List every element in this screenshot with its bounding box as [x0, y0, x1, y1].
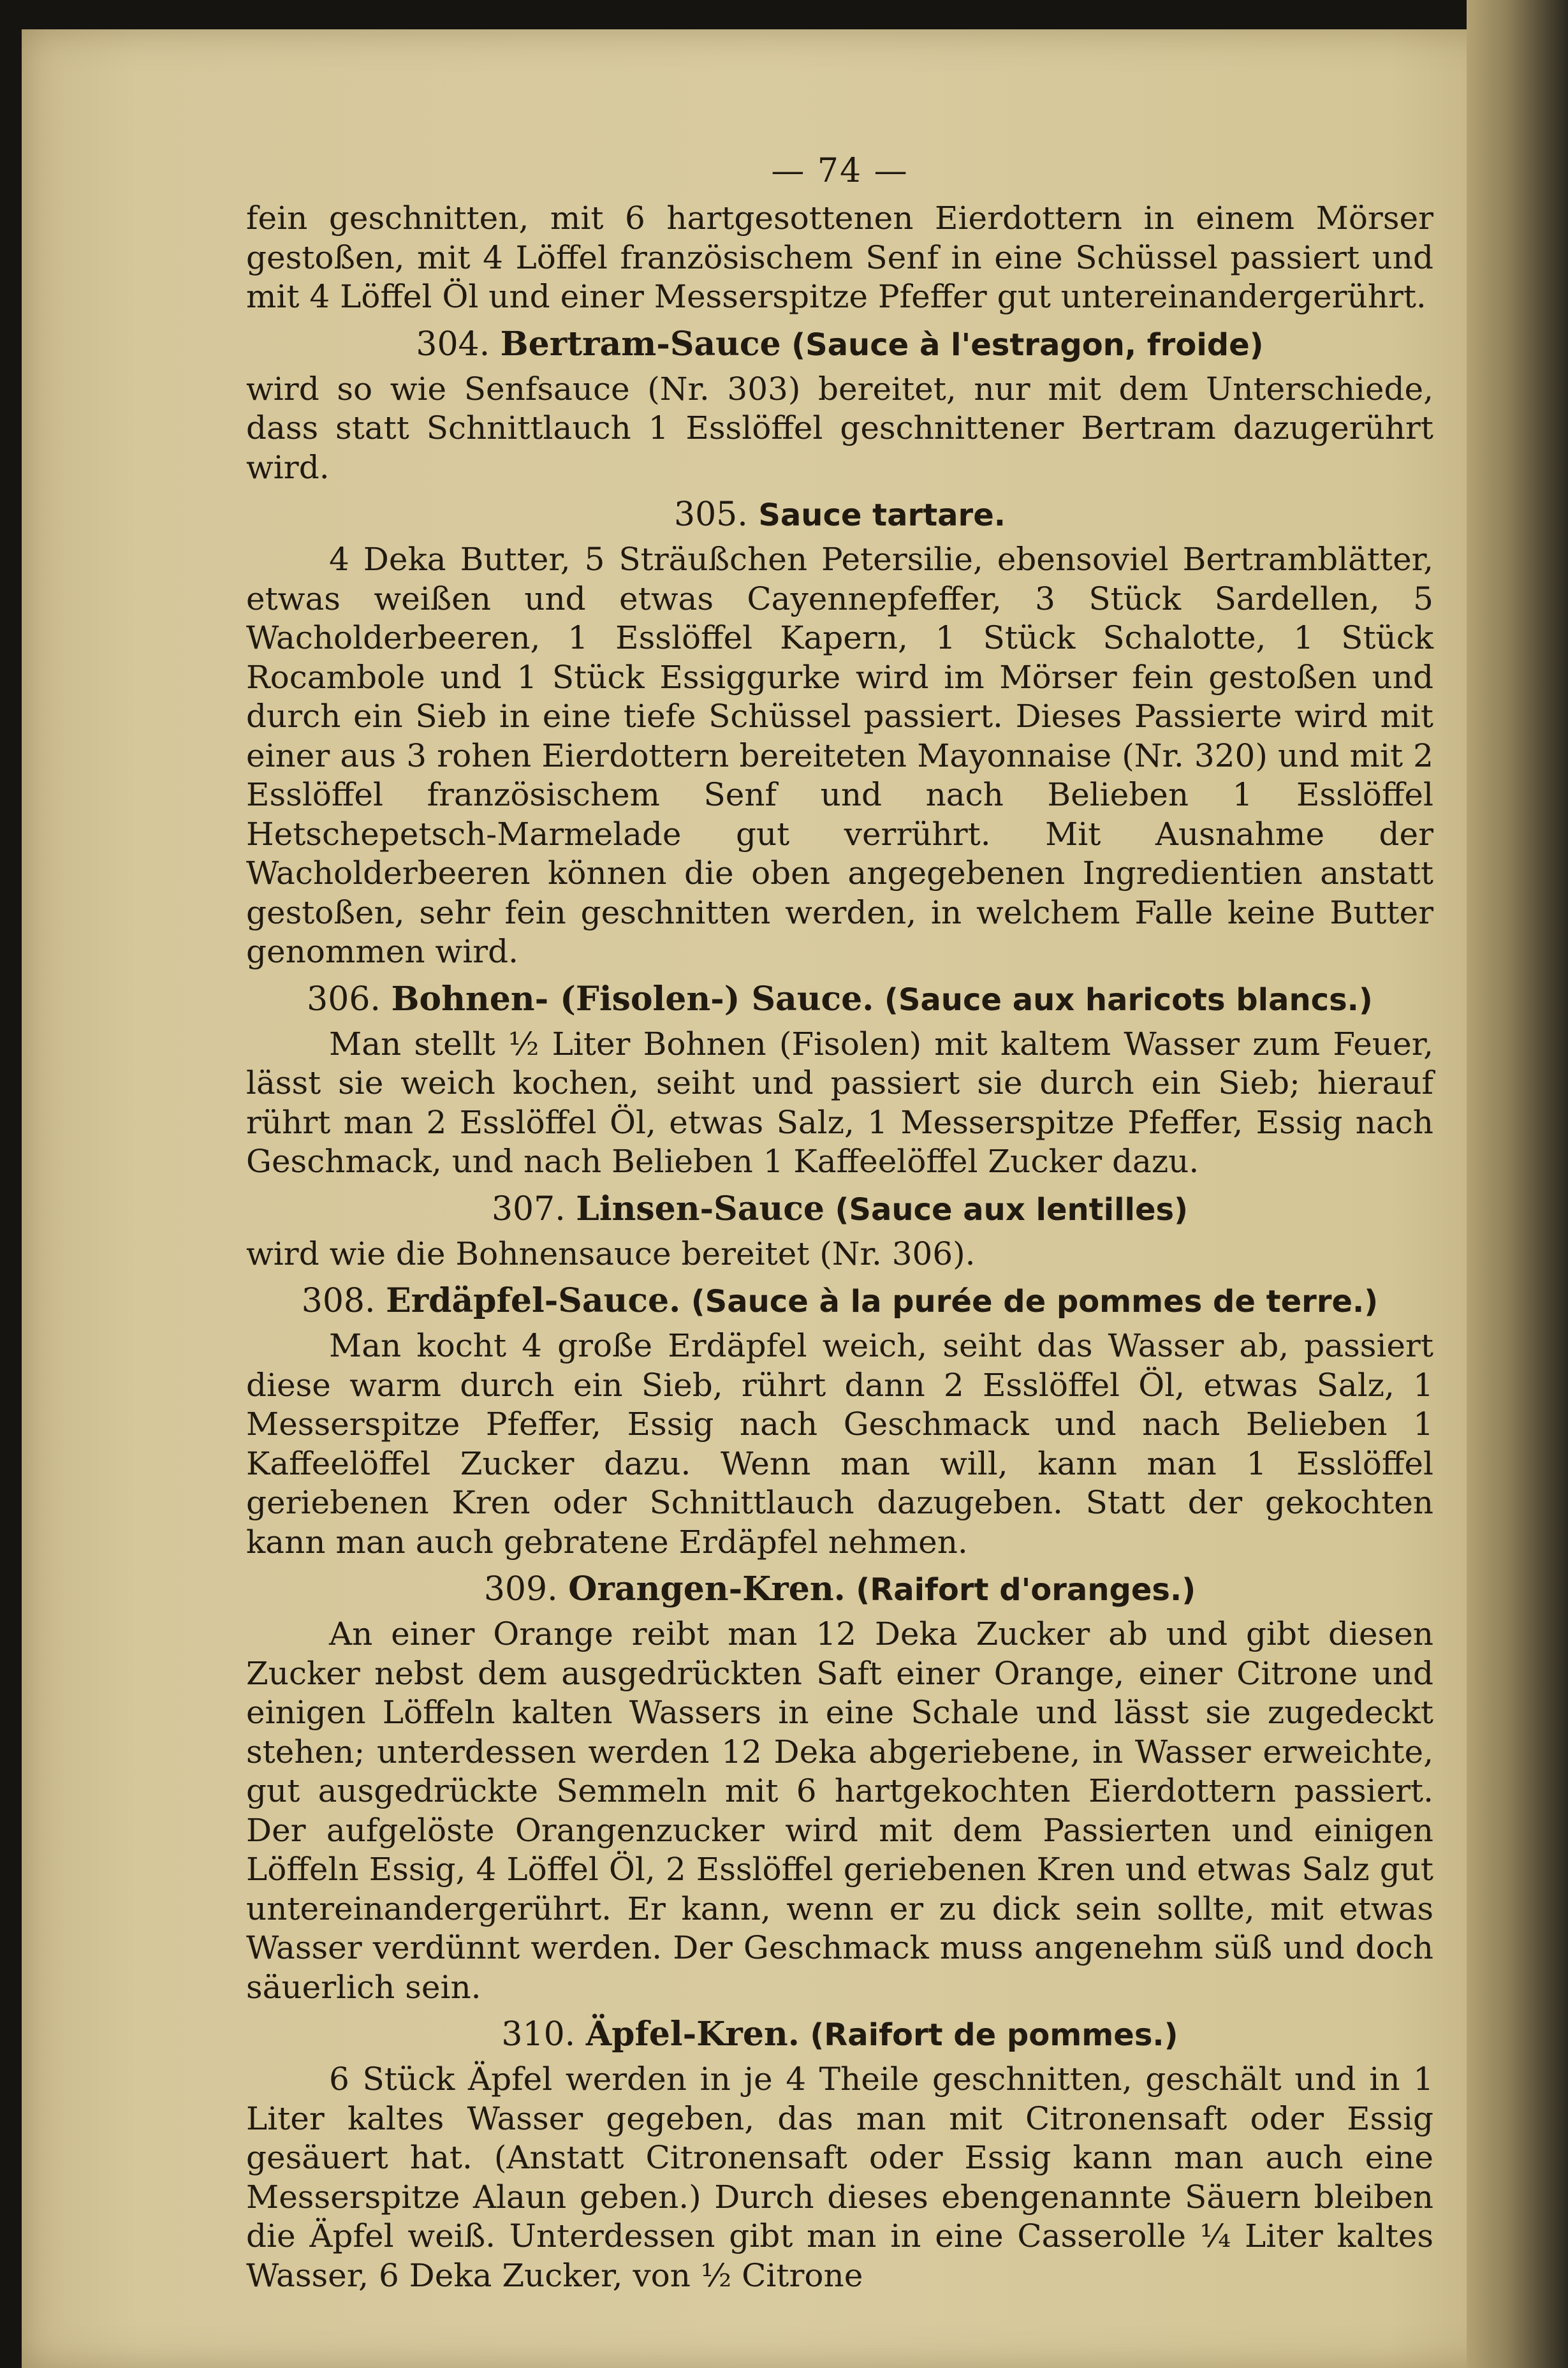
- recipe-french-title: (Raifort de pommes.): [810, 2017, 1178, 2053]
- recipe-heading-307: [246, 1188, 1433, 1231]
- recipe-number: 304.: [416, 325, 490, 364]
- recipe-number: 306.: [307, 980, 381, 1019]
- recipe-text-309: An einer Orange reibt man 12 Deka Zucker ab und gibt diesen Zucker nebst dem ausgedrückten Saft einer Orange, einer Citrone und einigen Löffeln kalten Wassers in eine Schale und lässt sie zugedeckt stehen; unterdessen werden 12 Deka abgeriebene, in Wasser erweichte, gut ausgedrückte Semmeln mit 6 hartgekochten Eierdottern passiert. Der aufgelöste Orangenzucker wird mit dem Passierten und einigen Löffeln Essig, 4 Löffel Öl, 2 Esslöffel geriebenen Kren und etwas Salz gut untereinandergerührt. Er kann, wenn er zu dick sein sollte, mit etwas Wasser verdünnt werden. Der Geschmack muss angenehm süß und doch säuerlich sein.: [246, 1615, 1433, 2006]
- recipe-french-title: (Sauce à l'estragon, froide): [791, 327, 1264, 363]
- recipe-text-305: 4 Deka Butter, 5 Sträußchen Petersilie, ebensoviel Bertramblätter, etwas weißen und etwas Cayennepfeffer, 3 Stück Sardellen, 5 Wacholderbeeren, 1 Esslöffel Kapern, 1 Stück Schalotte, 1 Stück Rocambole und 1 Stück Essiggurke wird im Mörser fein gestoßen und durch ein Sieb in eine tiefe Schüssel passiert. Dieses Passierte wird mit einer aus 3 rohen Eierdottern bereiteten Mayonnaise (Nr. 320) und mit 2 Esslöffel französischem Senf und nach Belieben 1 Esslöffel Hetschepetsch-Marmelade gut verrührt. Mit Ausnahme der Wacholderbeeren können die oben angegebenen Ingredientien anstatt gestoßen, sehr fein geschnitten werden, in welchem Falle keine Butter genommen wird.: [246, 541, 1433, 970]
- recipe-title: Linsen-Sauce: [576, 1189, 824, 1228]
- recipe-text-304: wird so wie Senfsauce (Nr. 303) bereitet, nur mit dem Unterschiede, dass statt Schnittlauch 1 Esslöffel geschnittener Bertram dazugerührt wird.: [246, 370, 1433, 486]
- recipe-heading-305: [246, 494, 1433, 536]
- recipe-french-title: (Sauce à la purée de pommes de terre.): [691, 1284, 1379, 1320]
- recipe-number: 307.: [491, 1189, 566, 1228]
- recipe-heading-309: [246, 1568, 1433, 1611]
- page-text-block: [246, 152, 1433, 2295]
- recipe-number: 310.: [501, 2015, 576, 2054]
- page-edge-binding: [1467, 0, 1568, 2368]
- recipe-french-title: (Raifort d'oranges.): [856, 1572, 1196, 1608]
- recipe-number: 305.: [674, 496, 748, 534]
- recipe-french-title: (Sauce aux lentilles): [835, 1191, 1189, 1228]
- recipe-number: 308.: [301, 1282, 376, 1320]
- recipe-text-310: 6 Stück Äpfel werden in je 4 Theile geschnitten, geschält und in 1 Liter kaltes Wasser gegeben, das man mit Citronensaft oder Essig gesäuert hat. (Anstatt Citronensaft oder Essig kann man auch eine Messerspitze Alaun geben.) Durch dieses ebengenannte Säuern bleiben die Äpfel weiß. Unterdessen gibt man in eine Casserolle ¼ Liter kaltes Wasser, 6 Deka Zucker, von ½ Citrone: [246, 2061, 1433, 2294]
- recipe-heading-304: [246, 323, 1433, 366]
- recipe-title: Bohnen- (Fisolen-) Sauce.: [391, 979, 874, 1019]
- recipe-text-308: Man kocht 4 große Erdäpfel weich, seiht das Wasser ab, passiert diese warm durch ein Sieb, rührt dann 2 Esslöffel Öl, etwas Salz, 1 Messerspitze Pfeffer, Essig nach Geschmack und nach Belieben 1 Kaffeelöffel Zucker dazu. Wenn man will, kann man 1 Esslöffel geriebenen Kren oder Schnittlauch dazugeben. Statt der gekochten kann man auch gebratene Erdäpfel nehmen.: [246, 1327, 1433, 1561]
- page-number: — 74 —: [771, 152, 909, 190]
- recipe-text-306: Man stellt ½ Liter Bohnen (Fisolen) mit kaltem Wasser zum Feuer, lässt sie weich kochen, seiht und passiert sie durch ein Sieb; hierauf rührt man 2 Esslöffel Öl, etwas Salz, 1 Messerspitze Pfeffer, Essig nach Geschmack, und nach Belieben 1 Kaffeelöffel Zucker dazu.: [246, 1025, 1433, 1180]
- recipe-title: Orangen-Kren.: [568, 1570, 846, 1608]
- recipe-heading-310: [246, 2013, 1433, 2056]
- recipe-title: Bertram-Sauce: [500, 324, 781, 364]
- recipe-title: Äpfel-Kren.: [585, 2015, 800, 2054]
- recipe-french-title: Sauce tartare.: [758, 497, 1006, 533]
- recipe-heading-308: [246, 1280, 1433, 1323]
- recipe-french-title: (Sauce aux haricots blancs.): [884, 982, 1373, 1018]
- recipe-title: Erdäpfel-Sauce.: [386, 1281, 681, 1320]
- recipe-heading-306: [246, 978, 1433, 1021]
- intro-paragraph: fein geschnitten, mit 6 hartgesottenen Eierdottern in einem Mörser gestoßen, mit 4 Löffel französischem Senf in eine Schüssel passiert und mit 4 Löffel Öl und einer Messerspitze Pfeffer gut untereinandergerührt.: [246, 200, 1433, 315]
- recipe-text-307: wird wie die Bohnensauce bereitet (Nr. 306).: [246, 1235, 976, 1272]
- recipe-number: 309.: [483, 1570, 558, 1608]
